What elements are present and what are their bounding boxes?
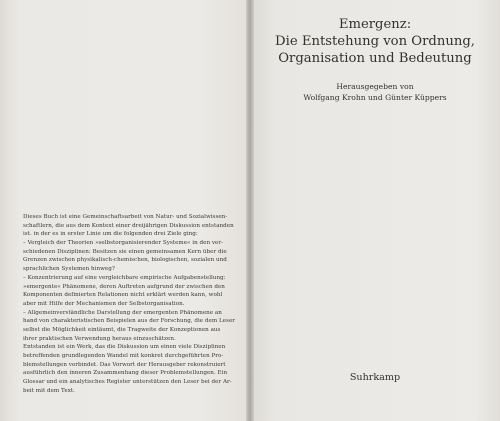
blurb-line: Entstanden ist ein Werk, das die Diskussion um einen viele Disziplinen	[23, 344, 226, 351]
title-block	[250, 16, 500, 103]
blurb-line: betreffenden grundlegenden Wandel mit konkret durchgeführten Pro-	[23, 353, 224, 359]
blurb-line: ist. in der es in erster Linie um die folgenden drei Ziele ging:	[23, 231, 198, 238]
editors-block	[250, 81, 500, 103]
book-title-line: Die Entstehung von Ordnung,	[275, 34, 475, 49]
blurb-line: Glossar und ein analytisches Register unterstützen den Leser bei der Ar-	[23, 379, 232, 386]
blurb-line: Grenzen zwischen physikalisch-chemischen, biologischen, sozialen und	[23, 257, 227, 264]
back-cover-blurb	[23, 213, 241, 395]
blurb-line: ausführlich den inneren Zusammenhang dieser Problemstellungen. Ein	[23, 370, 228, 377]
blurb-line: – Konzentrierung auf eine vergleichbare empirische Aufgabenstellung:	[23, 274, 226, 281]
editor-names: Wolfgang Krohn und Günter Küppers	[303, 93, 447, 102]
editor-label: Herausgegeben von	[336, 82, 414, 91]
blurb-line: – Vergleich der Theorien »selbstorganisierender Systeme« in den ver-	[23, 240, 223, 247]
blurb-line: selbst die Möglichkeit eintäumt, die Tragweite der Konzeptionen aus	[23, 326, 221, 333]
blurb-line: Dieses Buch ist eine Gemeinschaftsarbeit von Natur- und Sozialwissen-	[23, 214, 228, 220]
blurb-line: aber mit Hilfe der Mechanismen der Selbstorganisation.	[23, 300, 185, 307]
blurb-line: sprachlichen Systemen hinweg?	[23, 266, 115, 273]
blurb-line: hand von charakteristischen Beispielen aus der Forschung, die dem Leser	[23, 318, 235, 325]
blurb-line: beit mit dem Text.	[23, 387, 75, 394]
book-title-line: Organisation und Bedeutung	[278, 51, 472, 66]
blurb-line: schaftlern, die aus dem Kontext einer dreijährigen Diskussion entstanden	[23, 222, 234, 229]
blurb-line: ihrer praktischen Verwendung heraus einzuschätzen.	[23, 335, 176, 342]
book-title-line: Emergenz:	[338, 17, 412, 32]
blurb-line: schiedenen Disziplinen: Besitzen sie einen gemeinsamen Kern über die	[23, 248, 227, 255]
blurb-line: »emergente« Phänomene, deren Auftreten aufgrund der zwischen den	[23, 283, 225, 290]
publisher-name: Suhrkamp	[349, 372, 401, 383]
blurb-line: – Allgemeinverständliche Darstellung der emergenten Phänomene an	[23, 309, 222, 316]
blurb-line: blemstellungen verbindet. Das Vorwort der Herausgeber rekonstruiert	[23, 361, 226, 368]
blurb-line: Komponenten definierten Relationen nicht erklärt werden kann, wohl	[23, 292, 223, 299]
